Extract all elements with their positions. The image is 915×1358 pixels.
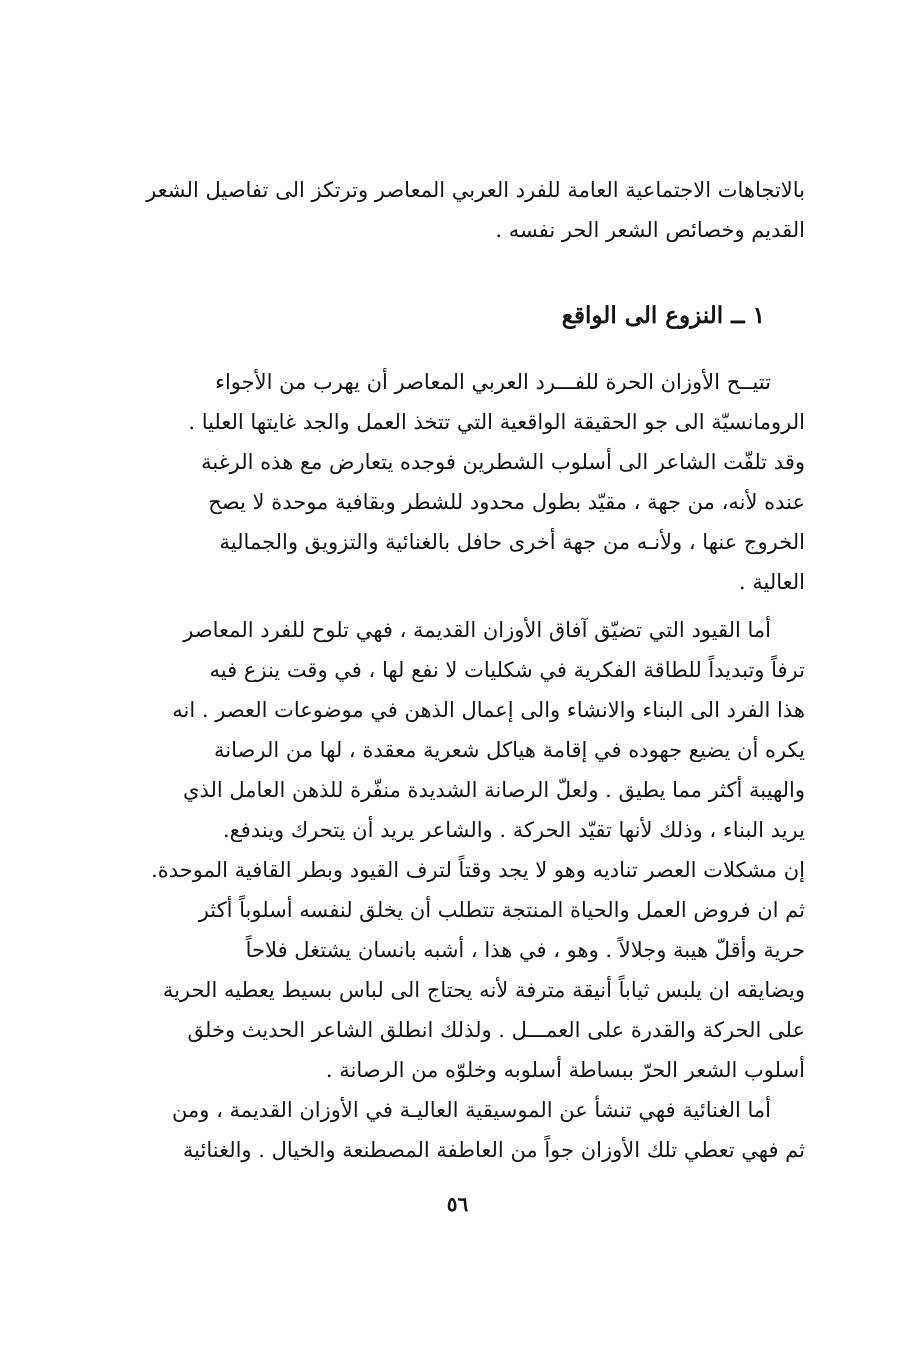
text-line: ويضايقه ان يلبس ثياباً أنيقة مترفة لأنه يحتاج الى لباس بسيط يعطيه الحرية: [162, 978, 805, 1002]
text-line: عنده لأنه، من جهة ، مقيّد بطول محدود للشطر وبقافية موحدة لا يصح: [208, 490, 805, 514]
text-line: إن مشكلات العصر تناديه وهو لا يجد وقتاً لترف القيود وبطر القافية الموحدة.: [151, 858, 805, 882]
text-line: أما القيود التي تضيّق آفاق الأوزان القديمة ، فهي تلوح للفرد المعاصر: [183, 618, 771, 642]
text-line: ثم ان فروض العمل والحياة المنتجة تتطلب أن يخلق لنفسه أسلوباً أكثر: [198, 898, 805, 922]
text-line: يريد البناء ، وذلك لأنها تقيّد الحركة . والشاعر يريد أن يتحرك ويندفع.: [222, 818, 805, 842]
page-number: ٥٦: [446, 1192, 469, 1216]
text-line: ترفاً وتبديداً للطاقة الفكرية في شكليات لا نفع لها ، في وقت ينزع فيه: [209, 658, 805, 682]
text-line: على الحركة والقدرة على العمـــل . ولذلك انطلق الشاعر الحديث وخلق: [187, 1018, 805, 1042]
text-line: الخروج عنها ، ولأنـه من جهة أخرى حافل بالغنائية والتزويق والجمالية: [219, 530, 805, 554]
text-line: القديم وخصائص الشعر الحر نفسه .: [495, 218, 805, 242]
text-line: تتيــح الأوزان الحرة للفـــرد العربي المعاصر أن يهرب من الأجواء: [215, 370, 771, 394]
text-line: ثم فهي تعطي تلك الأوزان جواً من العاطفة المصطنعة والخيال . والغنائية: [182, 1138, 805, 1162]
section-heading: ١ ــ النزوع الى الواقع: [561, 302, 765, 329]
text-line: يكره أن يضيع جهوده في إقامة هياكل شعرية معقدة ، لها من الرصانة: [214, 738, 805, 762]
text-line: العالية .: [738, 570, 805, 594]
text-line: أسلوب الشعر الحرّ ببساطة أسلوبه وخلوّه من الرصانة .: [325, 1058, 805, 1082]
intro-paragraph: [110, 170, 805, 250]
text-line: حرية وأقلّ هيبة وجلالاً . وهو ، في هذا ، أشبه بانسان يشتغل فلاحاً: [245, 938, 805, 962]
text-line: هذا الفرد الى البناء والانشاء والى إعمال الذهن في موضوعات العصر . انه: [172, 698, 805, 722]
paragraph-3: [110, 1090, 805, 1170]
paragraph-2: [110, 610, 805, 1090]
text-line: والهيبة أكثر مما يطيق . ولعلّ الرصانة الشديدة منفّرة للذهن العامل الذي: [183, 778, 805, 802]
text-line: وقد تلفّت الشاعر الى أسلوب الشطرين فوجده يتعارض مع هذه الرغبة: [201, 450, 805, 474]
text-line: الرومانسيّة الى جو الحقيقة الواقعية التي تتخذ العمل والجد غايتها العليا .: [188, 410, 805, 434]
text-line: بالاتجاهات الاجتماعية العامة للفرد العربي المعاصر وترتكز الى تفاصيل الشعر: [146, 178, 805, 202]
text-line: أما الغنائية فهي تنشأ عن الموسيقية العاليـة في الأوزان القديمة ، ومن: [172, 1098, 771, 1122]
paragraph-1: [110, 362, 805, 602]
